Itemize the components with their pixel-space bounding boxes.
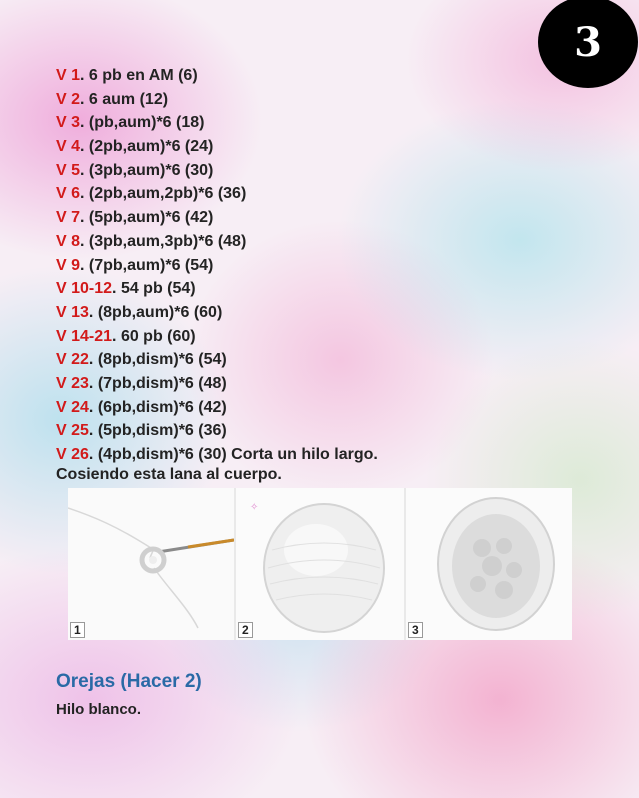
round-row	[56, 135, 378, 159]
round-text: . (7pb,dism)*6 (48)	[88, 374, 227, 392]
page-number-badge	[538, 0, 638, 88]
photo-number: 2	[238, 622, 253, 638]
round-label: V 2	[56, 90, 81, 108]
round-row	[56, 419, 378, 443]
photo-number: 1	[70, 622, 85, 638]
round-row	[56, 277, 378, 301]
round-text: . (2pb,aum,2pb)*6 (36)	[80, 185, 247, 203]
round-list	[56, 64, 378, 467]
round-label: V 3	[56, 114, 81, 132]
round-text: . (8pb,dism)*6 (54)	[88, 351, 227, 369]
round-row	[56, 325, 378, 349]
round-label: V 23	[56, 374, 89, 392]
round-row	[56, 348, 378, 372]
round-label: V 8	[56, 232, 81, 250]
round-row	[56, 372, 378, 396]
round-text: . (7pb,aum)*6 (54)	[80, 256, 214, 274]
round-row	[56, 111, 378, 135]
round-text: . 6 pb en AM (6)	[80, 67, 198, 84]
round-text: . (5pb,aum)*6 (42)	[80, 209, 214, 227]
photo-strip	[68, 488, 572, 640]
round-label: V 7	[56, 209, 81, 227]
round-label: V 1	[56, 67, 81, 84]
round-label: V 14-21	[56, 327, 113, 345]
round-label: V 13	[56, 303, 89, 321]
round-row	[56, 396, 378, 420]
round-label: V 10-12	[56, 280, 113, 298]
round-text: . (2pb,aum)*6 (24)	[80, 138, 214, 156]
round-row	[56, 206, 378, 230]
round-label: V 26	[56, 446, 89, 463]
round-label: V 9	[56, 256, 81, 274]
round-label: V 5	[56, 161, 81, 179]
open-ball-image	[406, 488, 572, 640]
round-text: . (3pb,aum,3pb)*6 (48)	[80, 232, 247, 250]
round-text: . 54 pb (54)	[112, 280, 196, 298]
round-text: . (5pb,dism)*6 (36)	[88, 422, 227, 440]
photo-step-2	[236, 488, 404, 640]
svg-text:✧: ✧	[250, 502, 259, 513]
round-row	[56, 301, 378, 325]
section-title: Orejas (Hacer 2)	[56, 671, 202, 692]
round-row	[56, 182, 378, 206]
round-row	[56, 64, 378, 88]
round-text: . (6pb,dism)*6 (42)	[88, 398, 227, 416]
photo-number: 3	[408, 622, 423, 638]
round-row	[56, 254, 378, 278]
round-text: . (3pb,aum)*6 (30)	[80, 161, 214, 179]
round-text: . 6 aum (12)	[80, 90, 169, 108]
page-number: 3	[574, 18, 602, 66]
sewing-note: Cosiendo esta lana al cuerpo.	[56, 466, 282, 483]
round-row	[56, 88, 378, 112]
round-label: V 24	[56, 398, 89, 416]
round-label: V 25	[56, 422, 89, 440]
round-text: . (pb,aum)*6 (18)	[80, 114, 205, 132]
round-row	[56, 159, 378, 183]
round-row	[56, 230, 378, 254]
round-label: V 4	[56, 138, 81, 156]
round-text: . 60 pb (60)	[112, 327, 196, 345]
round-label: V 22	[56, 351, 89, 369]
round-text: . (8pb,aum)*6 (60)	[88, 303, 223, 321]
closed-ball-image	[236, 488, 404, 640]
round-text: . (4pb,dism)*6 (30) Corta un hilo largo.	[88, 446, 378, 463]
photo-step-1	[68, 488, 234, 640]
crochet-start-ring-image	[68, 488, 234, 640]
photo-step-3	[406, 488, 572, 640]
round-row	[56, 443, 378, 467]
round-label: V 6	[56, 185, 81, 203]
section-subtitle: Hilo blanco.	[56, 701, 142, 718]
